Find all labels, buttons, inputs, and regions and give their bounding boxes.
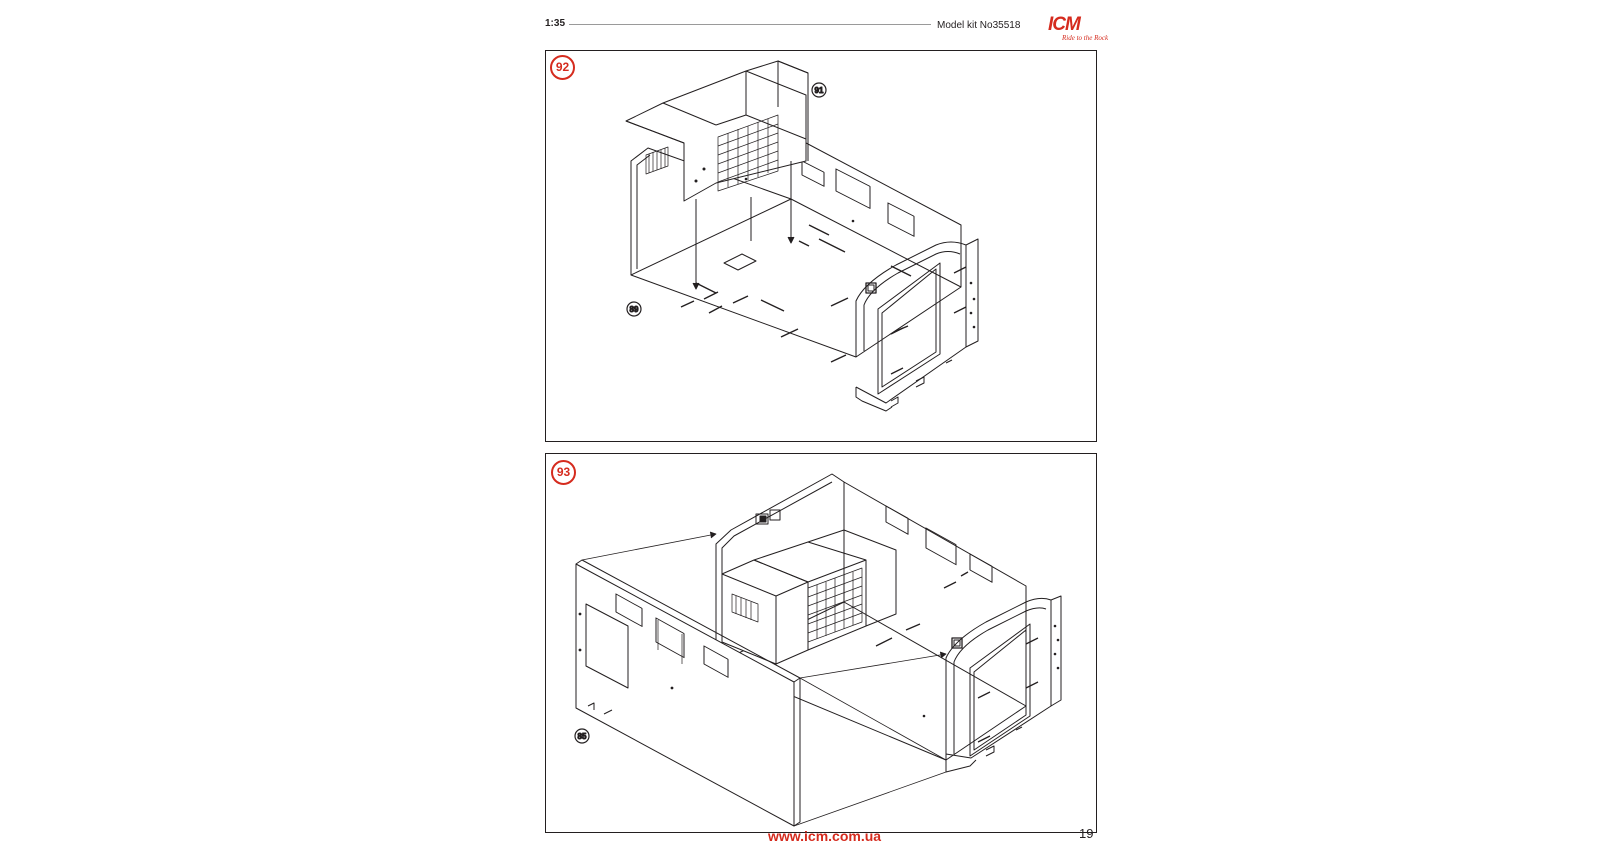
step-number-badge: 93 [551,460,576,485]
part-number-85: 85 [577,732,587,741]
page-number: 19 [1079,826,1094,841]
scale-label: 1:35 [545,18,566,29]
header-rule [569,24,931,25]
part-callout-91 [812,83,826,97]
step-93-diagram [546,454,1098,834]
footer-url-link[interactable]: www.icm.com.ua [768,828,882,844]
step-92-diagram [546,51,1098,443]
model-kit-label: Model kit No35518 [937,20,1021,31]
step-93-panel [545,453,1097,833]
icm-logo [1040,14,1109,48]
part-callout-85 [575,729,589,743]
page-header [545,14,1109,48]
part-callout-89 [627,302,641,316]
part-number-89: 89 [629,305,639,314]
logo-slogan: Ride to the Rock [1062,34,1109,42]
step-number-badge: 92 [550,55,575,80]
logo-text: ICM [1048,14,1080,35]
step-92-panel [545,50,1097,442]
part-number-91: 91 [814,86,824,95]
